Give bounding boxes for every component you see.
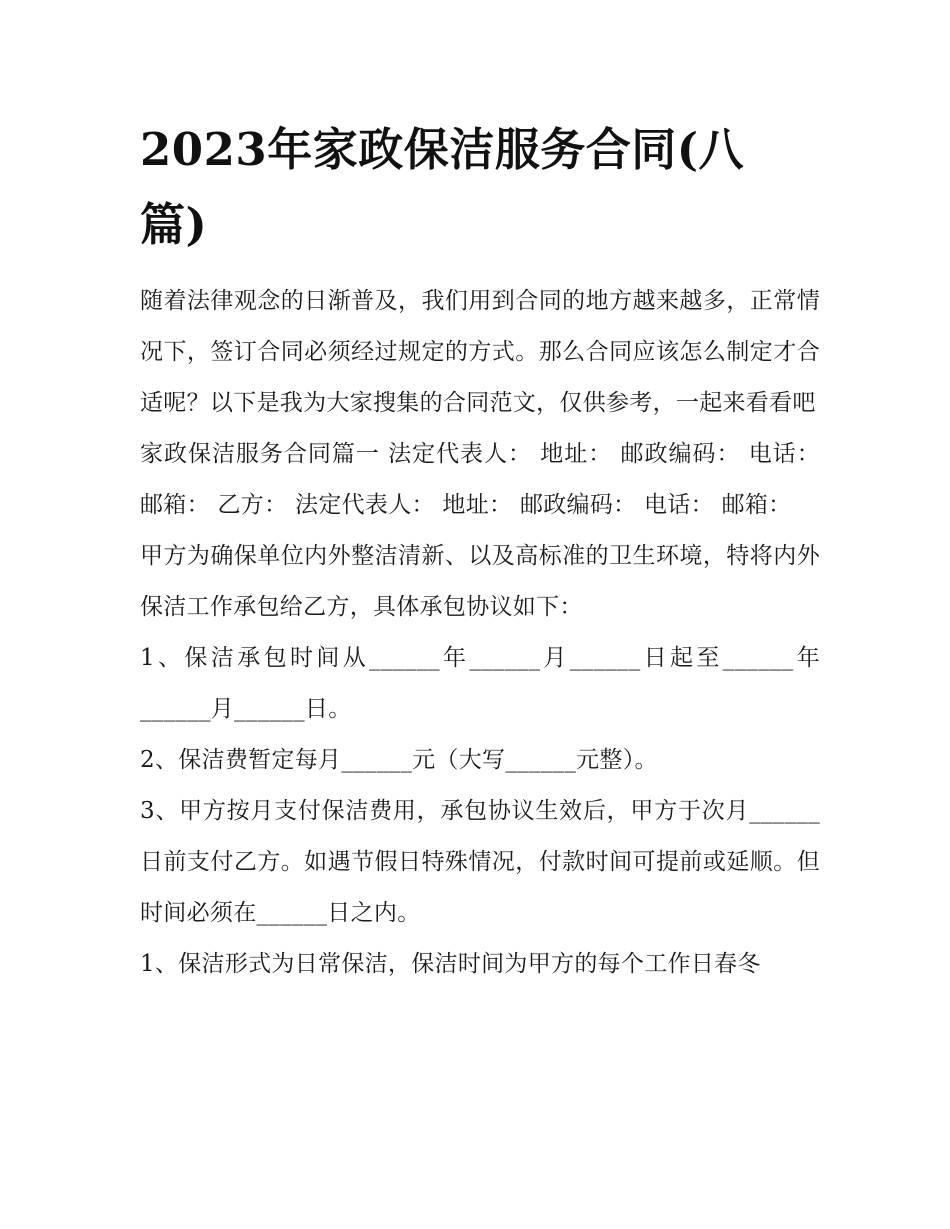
- clause-monthly-fee: 2、保洁费暂定每月______元（大写______元整）。: [140, 747, 658, 773]
- clause-payment: 3、甲方按月支付保洁费用，承包协议生效后，甲方于次月______日前支付乙方。如遇节假日特殊情况，付款时间可提前或延顺。但时间必须在______日之内。: [140, 798, 820, 926]
- clause-term-period: 1、保洁承包时间从______年______月______日起至______年______月______日。: [140, 645, 820, 722]
- intro-paragraph: 随着法律观念的日渐普及，我们用到合同的地方越来越多，正常情况下，签订合同必须经过规定的方式。那么合同应该怎么制定才合适呢？以下是我为大家搜集的合同范文，仅供参考，一起来看看吧: [140, 288, 820, 416]
- parties-paragraph: 家政保洁服务合同篇一 法定代表人： 地址： 邮政编码： 电话： 邮箱： 乙方： 法定代表人： 地址： 邮政编码： 电话： 邮箱：: [140, 441, 820, 518]
- clause-cleaning-form: 1、保洁形式为日常保洁，保洁时间为甲方的每个工作日春冬: [140, 951, 761, 977]
- document-title: 2023年家政保洁服务合同(八篇): [140, 123, 745, 251]
- document-body: [140, 276, 820, 990]
- purpose-paragraph: 甲方为确保单位内外整洁清新、以及高标准的卫生环境，特将内外保洁工作承包给乙方，具体承包协议如下：: [140, 543, 820, 620]
